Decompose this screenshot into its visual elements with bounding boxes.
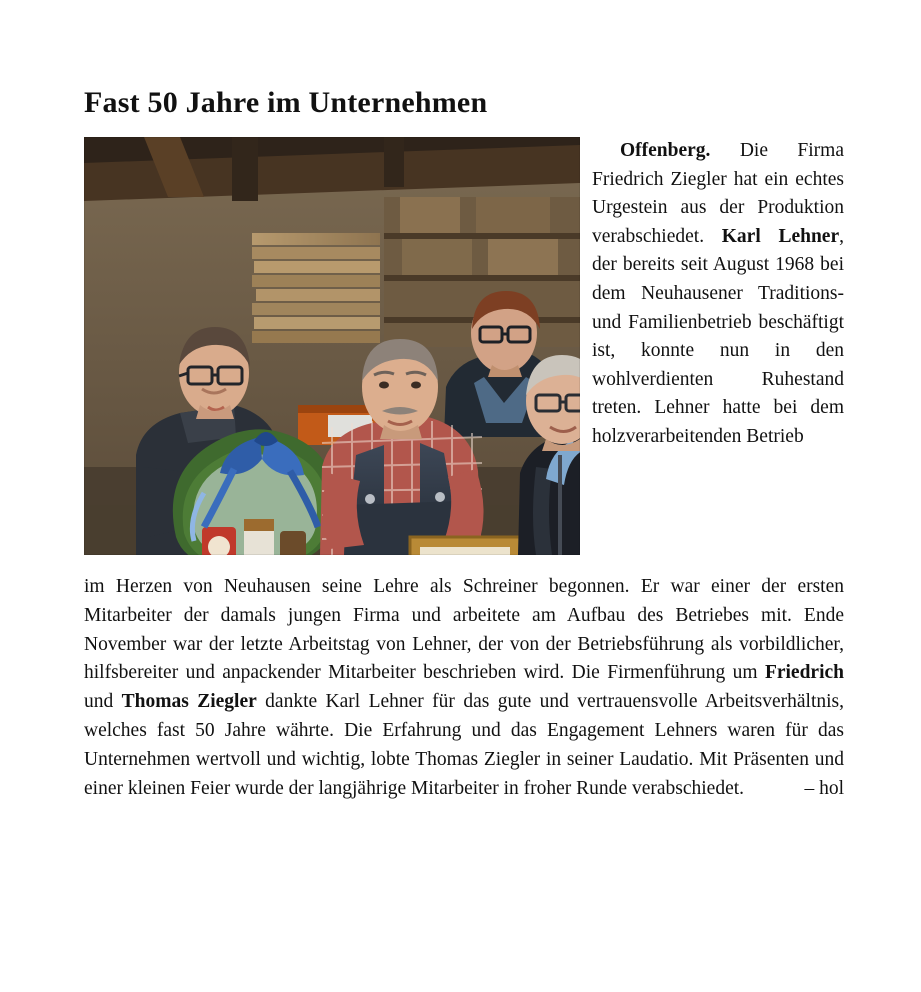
lead-paragraph xyxy=(592,137,844,452)
article-body xyxy=(84,573,844,803)
dateline: Offenberg. xyxy=(620,140,711,161)
body-paragraph xyxy=(84,573,844,803)
body-text-part1: im Herzen von Neuhausen seine Lehre als Schreiner begonnen. Er war einer der ersten Mitarbeiter der damals jungen Firma und arbeitete am Aufbau des Betriebes mit. Ende November war der letzte Arbeitstag von Lehner, der von der Betriebsführung als vorbildlicher, hilfsbereiter und anpackender Mitarbeiter beschrieben wird. Die Firmenführung um xyxy=(84,576,844,684)
page-title: Fast 50 Jahre im Unternehmen xyxy=(84,86,488,119)
article xyxy=(84,86,844,803)
highlight-name-friedrich: Friedrich xyxy=(764,662,844,684)
article-lead-column xyxy=(592,137,844,452)
photo-illustration xyxy=(84,137,580,555)
highlight-name-thomas-ziegler: Thomas Ziegler xyxy=(121,691,257,713)
article-top-block xyxy=(84,137,844,567)
body-text-part3: dankte Karl Lehner für das gute und vertrauensvolle Arbeitsverhältnis, welches fast 50 Jahre währte. Die Erfahrung und das Engagement Lehners waren für das Unternehmen wertvoll und wichtig, lobte Thomas Ziegler in seiner Laudatio. Mit Präsenten und einer kleinen Feier wurde der langjährige Mitarbeiter in froher Runde verabschiedet. xyxy=(84,691,844,799)
lead-text-part2: , der bereits seit August 1968 bei dem Neuhausener Traditions- und Familienbetrieb beschäftigt ist, konnte nun in den wohlverdienten Ruhestand treten. Lehner hatte bei dem holzverarbeitenden Betrieb xyxy=(592,225,844,447)
highlight-name-lehner: Karl Lehner xyxy=(721,225,840,247)
lead-text-part1: Die Firma Friedrich Ziegler hat ein echtes Urgestein aus der Produktion verabschiedet. xyxy=(592,140,844,247)
article-photo xyxy=(84,137,580,555)
body-text-part2: und xyxy=(84,691,122,713)
article-signature: – hol xyxy=(804,777,844,799)
